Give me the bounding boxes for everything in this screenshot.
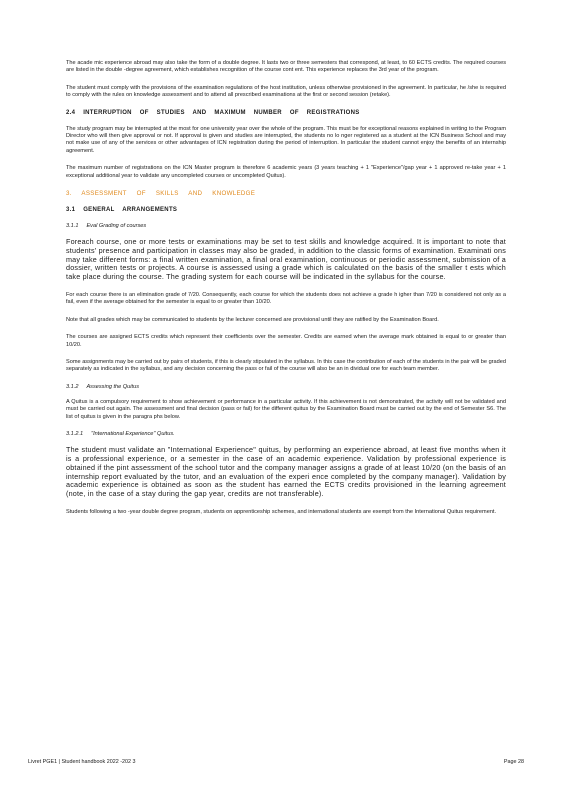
heading-interruption: 2.4 INTERRUPTION OF STUDIES AND MAXIMUM NUMBER OF REGISTRATIONS	[66, 109, 360, 116]
heading-assessment: 3. ASSESSMENT OF SKILLS AND KNOWLEDGE	[66, 190, 256, 198]
section-number: 3.1.2	[66, 383, 79, 390]
footer-page-number: Page 28	[503, 759, 524, 765]
section-number: 3.1.2.1	[66, 431, 84, 438]
heading-grading-courses	[66, 223, 506, 229]
heading-general-arrangements: 3.1 GENERAL ARRANGEMENTS	[66, 207, 178, 214]
paragraph-examination-regulations: The student must comply with the provisions of the examination regulations of the host institution, unless otherwise provisioned in the agreement. In particular, he /she is required to comply with the rules on knowledge assessment and to attend all prescribed examinations at the first or second session (retake).	[66, 84, 506, 99]
page-footer	[28, 759, 524, 765]
paragraph-double-degree: The acade mic experience abroad may also take the form of a double degree. It lasts two or three semesters that correspond, at least, to 60 ECTS credits. The required courses are listed in the double -degree agreement, which establishes recognition of the course cont ent. This experience replaces the 3rd year of the program.	[66, 60, 506, 74]
section-title: Eval Grading of courses	[86, 223, 147, 230]
paragraph-interruption: The study program may be interrupted at the most for one university year over the whole of the program. This must be for exceptional reasons explained in writing to the Program Director who will then give approval or not. If approval is given and studies are interrupted, the students no lo nger registered as a student at the ICN Business School and may not make use of any of the services or other advantages of ICN registration during the period of interruption. In particular the student cannot enjoy the benefits of an internship agreement.	[66, 125, 506, 154]
paragraph-pair-assignments: Some assignments may be carried out by pairs of students, if this is clearly stipulated in the syllabus. In this case the contribution of each of the students in the pair will be graded separately as indicated in the syllabus, and any decision concerning the pass or fail of the course will also be an in dividual one for each team member.	[66, 359, 506, 373]
footer-handbook-label: Livret PGE1 | Student handbook 2022 -202 3	[28, 759, 136, 765]
paragraph-ects-credits: The courses are assigned ECTS credits which represent their coefficients over the semester. Credits are earned when the average mark obtained is equal to or greater than 10/20.	[66, 334, 506, 348]
paragraph-international-experience: The student must validate an "International Experience" quitus, by performing an experience abroad, at least five months when it is a professional experience, or a semester in the case of an academic experience. Validation by professional experience is obtained if the pint assessment of the school tutor and the company manager assigns a grade of at least 10/20 (on the basis of an internship report evaluated by the tutor, and an evaluation of the experi ence completed by the company manager). Validation by academic experience is obtained as soon as the student has earned the ECTS credits provisioned in the learning agreement (note, in the case of a stay during the gap year, credits are not transferable).	[66, 445, 506, 499]
paragraph-exemptions: Students following a two -year double degree program, students on apprenticeship schemes, and international students are exempt from the International Quitus requirement.	[66, 508, 497, 515]
document-page	[66, 60, 506, 526]
section-title: Assessing the Quitus	[86, 383, 139, 390]
paragraph-provisional-grades: Note that all grades which may be communicated to students by the lecturer concerned are provisional until they are ratified by the Examination Board.	[66, 316, 439, 323]
paragraph-course-tests: Foreach course, one or more tests or examinations may be set to test skills and knowledge acquired. It is important to note that students' presence and participation in classes may also be graded, in addition to the classic forms of examination. Examinati ons may take different forms: a final written examination, a final oral examination, continuous or periodic assessment, submission of a dossier, written tests or projects. A course is assessed using a grade which is calculated on the basis of the smaller t ests which take place during the course. The grading system for each course will be indicated in the syllabus for the course.	[66, 237, 506, 282]
section-number: 3.1.1	[66, 223, 79, 230]
section-title: "International Experience" Quitus.	[91, 431, 175, 438]
heading-assessing-quitus	[66, 384, 506, 390]
paragraph-max-registrations: The maximum number of registrations on the ICN Master program is therefore 6 academic years (3 years teaching + 1 "Experience"/gap year + 1 approved re-take year + 1 exceptional additional year to validate any uncompleted courses or uncompleted Quitus).	[66, 165, 506, 179]
heading-international-experience	[66, 431, 506, 437]
paragraph-elimination-grade: For each course there is an elimination grade of 7/20. Consequently, each course for which the students does not achieve a grade h igher than 7/20 is considered not only as a fail, even if the average obtained for the semester is equal to or greater than 10/20.	[66, 292, 506, 306]
paragraph-quitus: A Quitus is a compulsory requirement to show achievement or performance in a particular activity. If this achievement is not demonstrated, the activity will not be validated and must be carried out again. The assessment and final decision (pass or fail) for the different quitus by the Examination Board must be carried out by the end of Semester S6. The list of quitus is given in the paragra phs below.	[66, 398, 506, 420]
